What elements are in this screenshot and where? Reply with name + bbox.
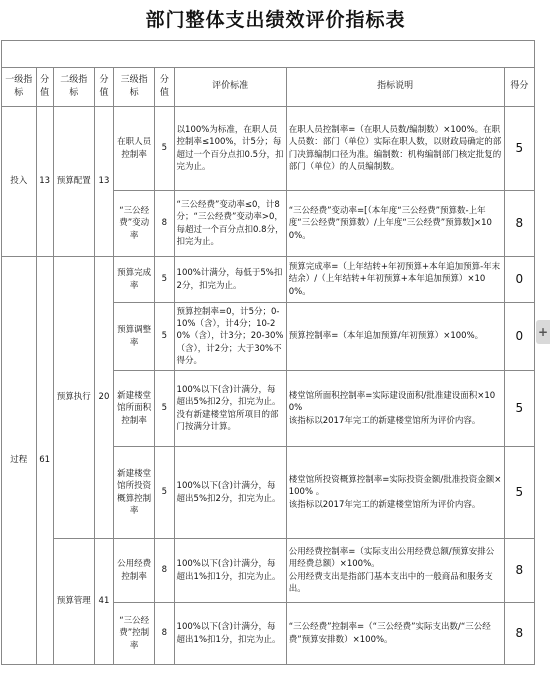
standard-cell: 以100%为标准，在职人员控制率≤100%，计5分；每超过一个百分点扣0.5分，扣完为止。 [174,107,286,191]
header-weight3: 分值 [155,68,174,107]
standard-cell: 100%以下(含)计满分，每超出1%扣1分，扣完为止。 [174,539,286,603]
expand-tab[interactable] [536,320,550,344]
level3-cell: “三公经费”控制率 [114,603,155,665]
standard-cell: 100%计满分，每低于5%扣2分，扣完为止。 [174,257,286,303]
explain-cell: 公用经费控制率=（实际支出公用经费总额/预算安排公用经费总额）×100%。 公用经费支出是指部门基本支出中的一般商品和服务支出。 [286,539,504,603]
score-cell: 0 [504,303,534,371]
score-cell: 5 [504,371,534,447]
score-cell: 5 [504,447,534,539]
weight-cell: 8 [155,191,174,257]
weight-cell: 5 [155,257,174,303]
weight-cell: 5 [155,107,174,191]
header-level2: 二级指标 [53,68,94,107]
header-weight2: 分值 [94,68,113,107]
score-cell: 8 [504,191,534,257]
level1-process: 过程 [2,257,37,665]
level3-cell: “三公经费”变动率 [114,191,155,257]
table-row [2,257,535,303]
explain-cell: 预算完成率=（上年结转+年初预算+本年追加预算-年末结余）/（上年结转+年初预算+本年追加预算）×100%。 [286,257,504,303]
level2-budget-mgmt-weight: 41 [94,539,113,665]
explain-cell: “三公经费”控制率=（“三公经费”实际支出数/“三公经费”预算安排数）×100%。 [286,603,504,665]
level3-cell: 新建楼堂馆所投资概算控制率 [114,447,155,539]
level3-cell: 公用经费控制率 [114,539,155,603]
standard-cell: “三公经费”变动率≤0，计8分；“三公经费”变动率>0，每超过一个百分点扣0.8分，扣完为止。 [174,191,286,257]
header-score: 得分 [504,68,534,107]
level2-budget-mgmt: 预算管理 [53,539,94,665]
level2-budget-config-weight: 13 [94,107,113,257]
level1-process-weight: 61 [36,257,53,665]
standard-cell: 100%以下(含)计满分，每超出5%扣2分，扣完为止。没有新建楼堂馆所项目的部门按满分计算。 [174,371,286,447]
header-level1: 一级指标 [2,68,37,107]
weight-cell: 5 [155,303,174,371]
header-level3: 三级指标 [114,68,155,107]
explain-cell: 楼堂馆所投资概算控制率=实际投资金额/批准投资金额×100% 。 该指标以2017年完工的新建楼堂馆所为评价内容。 [286,447,504,539]
table-row [2,107,535,191]
explain-cell: 在职人员控制率=（在职人员数/编制数）×100%。在职人员数：部门（单位）实际在职人数，以财政局确定的部门决算编制口径为准。编制数：机构编制部门核定批复的部门（单位）的人员编制数。 [286,107,504,191]
header-explain: 指标说明 [286,68,504,107]
blank-row [2,41,535,68]
level2-budget-config: 预算配置 [53,107,94,257]
standard-cell: 预算控制率=0，计5分；0-10%（含），计4分；10-20%（含），计3分；20-30%（含），计2分；大于30%不得分。 [174,303,286,371]
level3-cell: 在职人员控制率 [114,107,155,191]
header-row [2,68,535,107]
page-title: 部门整体支出绩效评价指标表 [145,9,406,31]
level1-input-weight: 13 [36,107,53,257]
score-cell: 8 [504,539,534,603]
standard-cell: 100%以下(含)计满分，每超出1%扣1分，扣完为止。 [174,603,286,665]
level3-cell: 预算调整率 [114,303,155,371]
indicator-table [1,40,535,665]
level3-cell: 预算完成率 [114,257,155,303]
weight-cell: 5 [155,447,174,539]
explain-cell: 预算控制率=（本年追加预算/年初预算）×100%。 [286,303,504,371]
header-weight1: 分值 [36,68,53,107]
level3-cell: 新建楼堂馆所面积控制率 [114,371,155,447]
plus-icon: + [537,325,549,339]
header-standard: 评价标准 [174,68,286,107]
level2-budget-exec: 预算执行 [53,257,94,539]
explain-cell: 楼堂馆所面积控制率=实际建设面积/批准建设面积×100% 该指标以2017年完工的新建楼堂馆所为评价内容。 [286,371,504,447]
explain-cell: “三公经费”变动率=[（本年度“三公经费”预算数-上年度“三公经费”预算数）/上年度“三公经费”预算数]×100%。 [286,191,504,257]
weight-cell: 8 [155,539,174,603]
weight-cell: 8 [155,603,174,665]
blank-cell [2,41,535,68]
score-cell: 0 [504,257,534,303]
weight-cell: 5 [155,371,174,447]
table-row [2,539,535,603]
level2-budget-exec-weight: 20 [94,257,113,539]
standard-cell: 100%以下(含)计满分，每超出5%扣2分，扣完为止。 [174,447,286,539]
level1-input: 投入 [2,107,37,257]
score-cell: 5 [504,107,534,191]
score-cell: 8 [504,603,534,665]
